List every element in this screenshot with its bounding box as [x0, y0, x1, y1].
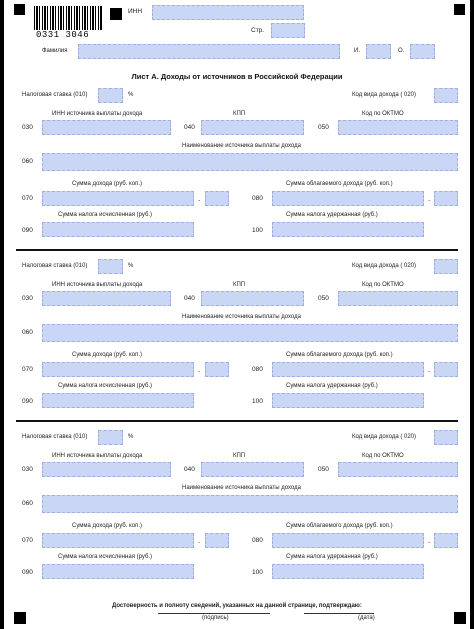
tax-form-page	[4, 0, 470, 629]
line-code-080: 080	[252, 366, 263, 373]
tax-calculated-label: Сумма налога исчисленная (руб.)	[58, 554, 153, 560]
line-code-040: 040	[184, 466, 195, 473]
income-code-label: Код вида дохода ( 020)	[352, 92, 416, 98]
barcode-number: 0331 3046	[36, 30, 90, 40]
name-initial-label: И.	[354, 48, 360, 54]
line-code-100: 100	[252, 569, 263, 576]
payer-name-label: Наименование источника выплаты дохода	[182, 143, 301, 149]
line-code-030: 030	[22, 466, 33, 473]
line-code-050: 050	[318, 466, 329, 473]
payer-name-field[interactable]	[42, 153, 458, 171]
registration-mark-bottom-right	[454, 612, 466, 624]
line-code-070: 070	[22, 195, 33, 202]
line-code-100: 100	[252, 227, 263, 234]
tax-withheld-field[interactable]	[272, 564, 424, 579]
line-code-050: 050	[318, 295, 329, 302]
kpp-label: КПП	[233, 111, 246, 117]
decimal-point: .	[428, 194, 431, 203]
income-sum-kop-field[interactable]	[205, 533, 229, 548]
kpp-field[interactable]	[201, 120, 304, 135]
decimal-point: .	[198, 536, 201, 545]
income-code-field[interactable]	[434, 430, 458, 445]
decimal-point: .	[198, 194, 201, 203]
tax-rate-label: Налоговая ставка (010)	[22, 263, 88, 269]
income-sum-rub-field[interactable]	[42, 533, 194, 548]
oktmo-field[interactable]	[338, 291, 458, 306]
signature-caption: (подпись)	[202, 615, 229, 621]
taxable-sum-rub-field[interactable]	[272, 533, 424, 548]
line-code-080: 080	[252, 537, 263, 544]
income-code-field[interactable]	[434, 259, 458, 274]
sheet-title: Лист А. Доходы от источников в Российской Федерации	[131, 72, 343, 81]
surname-label: Фамилия	[42, 48, 68, 54]
tax-rate-label: Налоговая ставка (010)	[22, 434, 88, 440]
payer-inn-field[interactable]	[42, 120, 171, 135]
oktmo-label: Код по ОКТМО	[362, 111, 404, 117]
inn-label: ИНН	[128, 8, 143, 15]
line-code-060: 060	[22, 500, 33, 507]
tax-withheld-label: Сумма налога удержанная (руб.)	[286, 212, 378, 218]
line-code-090: 090	[22, 398, 33, 405]
decimal-point: .	[198, 365, 201, 374]
patronymic-initial-label: О.	[398, 48, 405, 54]
payer-inn-field[interactable]	[42, 291, 171, 306]
page-number-label: Стр.	[251, 27, 265, 34]
taxable-sum-label: Сумма облагаемого дохода (руб. коп.)	[286, 181, 393, 187]
line-code-090: 090	[22, 569, 33, 576]
line-code-090: 090	[22, 227, 33, 234]
payer-name-label: Наименование источника выплаты дохода	[182, 485, 301, 491]
oktmo-label: Код по ОКТМО	[362, 453, 404, 459]
income-code-label: Код вида дохода ( 020)	[352, 263, 416, 269]
income-sum-label: Сумма дохода (руб. коп.)	[72, 181, 142, 187]
line-code-100: 100	[252, 398, 263, 405]
taxable-sum-label: Сумма облагаемого дохода (руб. коп.)	[286, 352, 393, 358]
line-code-030: 030	[22, 124, 33, 131]
tax-rate-field[interactable]	[98, 259, 123, 274]
oktmo-label: Код по ОКТМО	[362, 282, 404, 288]
line-code-030: 030	[22, 295, 33, 302]
payer-inn-label: ИНН источника выплаты дохода	[52, 453, 143, 459]
kpp-field[interactable]	[201, 462, 304, 477]
tax-calculated-field[interactable]	[42, 564, 194, 579]
tax-rate-label: Налоговая ставка (010)	[22, 92, 88, 98]
line-code-070: 070	[22, 366, 33, 373]
tax-withheld-label: Сумма налога удержанная (руб.)	[286, 554, 378, 560]
percent-sign: %	[128, 263, 134, 269]
income-sum-label: Сумма дохода (руб. коп.)	[72, 352, 142, 358]
kpp-label: КПП	[233, 282, 246, 288]
payer-name-label: Наименование источника выплаты дохода	[182, 314, 301, 320]
payer-inn-label: ИНН источника выплаты дохода	[52, 282, 143, 288]
line-code-080: 080	[252, 195, 263, 202]
line-code-050: 050	[318, 124, 329, 131]
payer-inn-field[interactable]	[42, 462, 171, 477]
line-code-040: 040	[184, 295, 195, 302]
payer-name-field[interactable]	[42, 324, 458, 342]
line-code-070: 070	[22, 537, 33, 544]
kpp-label: КПП	[233, 453, 246, 459]
taxable-sum-label: Сумма облагаемого дохода (руб. коп.)	[286, 523, 393, 529]
confirmation-statement: Достоверность и полноту сведений, указанных на данной странице, подтверждаю:	[112, 603, 362, 609]
decimal-point: .	[428, 536, 431, 545]
income-code-label: Код вида дохода ( 020)	[352, 434, 416, 440]
income-code-field[interactable]	[434, 88, 458, 103]
line-code-060: 060	[22, 158, 33, 165]
tax-rate-field[interactable]	[98, 430, 123, 445]
payer-name-field[interactable]	[42, 495, 458, 513]
tax-calculated-label: Сумма налога исчисленная (руб.)	[58, 383, 153, 389]
line-code-060: 060	[22, 329, 33, 336]
payer-inn-label: ИНН источника выплаты дохода	[52, 111, 143, 117]
percent-sign: %	[128, 434, 134, 440]
income-sum-label: Сумма дохода (руб. коп.)	[72, 523, 142, 529]
tax-calculated-label: Сумма налога исчисленная (руб.)	[58, 212, 153, 218]
percent-sign: %	[128, 92, 134, 98]
oktmo-field[interactable]	[338, 462, 458, 477]
kpp-field[interactable]	[201, 291, 304, 306]
tax-withheld-label: Сумма налога удержанная (руб.)	[286, 383, 378, 389]
decimal-point: .	[428, 365, 431, 374]
taxable-sum-kop-field[interactable]	[434, 533, 458, 548]
registration-mark-bottom-left	[14, 612, 26, 624]
tax-rate-field[interactable]	[98, 88, 123, 103]
income-section-3	[4, 342, 470, 582]
line-code-040: 040	[184, 124, 195, 131]
oktmo-field[interactable]	[338, 120, 458, 135]
date-caption: (дата)	[358, 615, 375, 621]
